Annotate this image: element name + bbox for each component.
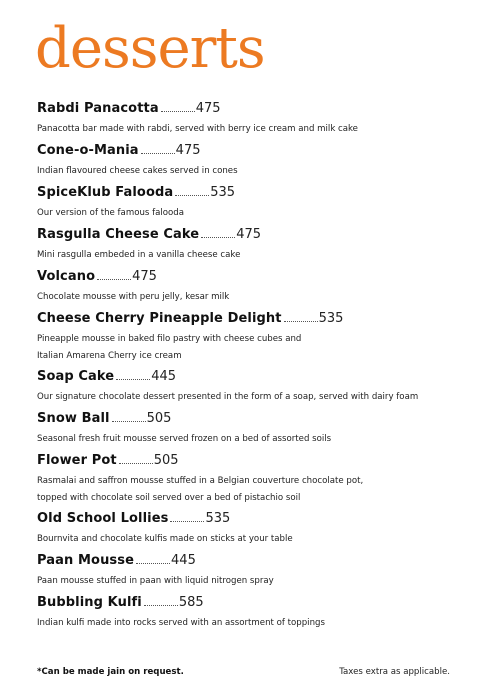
tax-note: Taxes extra as applicable. (339, 667, 450, 677)
menu-item-price: 585 (178, 595, 204, 610)
menu-item-name: Paan Mousse (37, 553, 135, 568)
menu-item-header (37, 227, 457, 247)
menu-item-price: 535 (205, 511, 231, 526)
menu-item-description: Pineapple mousse in baked filo pastry with cheese cubes and (37, 334, 302, 344)
dotted-leader (97, 278, 131, 280)
menu-item-rabdi-panacotta (37, 101, 457, 138)
menu-item-header (37, 311, 457, 331)
menu-item-description: Paan mousse stuffed in paan with liquid nitrogen spray (37, 576, 274, 586)
menu-item-name: Rabdi Panacotta (37, 101, 159, 116)
menu-item-description: Rasmalai and saffron mousse stuffed in a Belgian couverture chocolate pot, (37, 476, 364, 486)
menu-item-price: 475 (132, 269, 157, 284)
menu-item-soap-cake (37, 369, 457, 406)
menu-item-header (37, 453, 457, 473)
menu-item-cheese-cherry-pineapple-delight (37, 311, 457, 365)
menu-item-description: Mini rasgulla embeded in a vanilla cheese cake (37, 250, 241, 260)
menu-item-price: 475 (195, 101, 221, 116)
menu-item-description: Bournvita and chocolate kulfis made on sticks at your table (37, 534, 293, 544)
dotted-leader (144, 604, 178, 606)
menu-item-name: Volcano (37, 269, 96, 284)
menu-item-paan-mousse (37, 553, 457, 590)
menu-item-price: 505 (153, 453, 179, 468)
menu-item-name: Bubbling Kulfi (37, 595, 142, 610)
menu-item-description: Our signature chocolate dessert presented in the form of a soap, served with dairy foam (37, 392, 419, 402)
jain-footnote: *Can be made jain on request. (37, 667, 184, 677)
menu-item-description: Indian flavoured cheese cakes served in cones (37, 166, 238, 176)
menu-item-spiceklub-falooda (37, 185, 457, 222)
menu-item-price: 535 (210, 185, 236, 200)
dotted-leader (116, 378, 150, 380)
dotted-leader (136, 562, 170, 564)
menu-item-cone-o-mania (37, 143, 457, 180)
menu-item-header (37, 185, 457, 205)
menu-item-header (37, 101, 457, 121)
dotted-leader (119, 462, 153, 464)
dotted-leader (175, 194, 209, 196)
menu-item-header (37, 595, 457, 615)
menu-item-price: 535 (318, 311, 344, 326)
menu-item-description: Seasonal fresh fruit mousse served frozen on a bed of assorted soils (37, 434, 332, 444)
menu-item-flower-pot (37, 453, 457, 507)
dotted-leader (284, 320, 318, 322)
menu-item-old-school-lollies (37, 511, 457, 548)
menu-item-name: Flower Pot (37, 453, 117, 468)
menu-item-name: SpiceKlub Falooda (37, 185, 174, 200)
menu-item-rasgulla-cheese-cake (37, 227, 457, 264)
dotted-leader (170, 520, 204, 522)
page-title: desserts (35, 16, 265, 81)
menu-item-header (37, 269, 457, 289)
menu-item-header (37, 143, 457, 163)
menu-item-name: Soap Cake (37, 369, 115, 384)
menu-item-price: 475 (236, 227, 262, 242)
menu-item-description: Indian kulfi made into rocks served with an assortment of toppings (37, 618, 325, 628)
menu-item-name: Old School Lollies (37, 511, 169, 526)
menu-item-description: Panacotta bar made with rabdi, served with berry ice cream and milk cake (37, 124, 358, 134)
dotted-leader (141, 152, 175, 154)
menu-item-header (37, 553, 457, 573)
menu-item-price: 445 (151, 369, 177, 384)
dessert-menu-list (37, 101, 457, 637)
dotted-leader (161, 110, 195, 112)
menu-item-bubbling-kulfi (37, 595, 457, 632)
menu-item-header (37, 369, 457, 389)
menu-item-snow-ball (37, 411, 457, 448)
menu-item-header (37, 411, 457, 431)
menu-item-header (37, 511, 457, 531)
menu-item-name: Cheese Cherry Pineapple Delight (37, 311, 282, 326)
menu-item-name: Rasgulla Cheese Cake (37, 227, 200, 242)
dotted-leader (112, 420, 146, 422)
menu-item-description: Italian Amarena Cherry ice cream (37, 351, 182, 361)
menu-item-name: Cone-o-Mania (37, 143, 139, 158)
dotted-leader (201, 236, 235, 238)
menu-item-name: Snow Ball (37, 411, 110, 426)
menu-item-price: 505 (146, 411, 172, 426)
menu-item-volcano (37, 269, 457, 306)
menu-item-price: 475 (175, 143, 201, 158)
menu-item-description: Our version of the famous falooda (37, 208, 185, 218)
menu-item-description: topped with chocolate soil served over a bed of pistachio soil (37, 493, 301, 503)
menu-item-price: 445 (171, 553, 196, 568)
menu-item-description: Chocolate mousse with peru jelly, kesar milk (37, 292, 230, 302)
